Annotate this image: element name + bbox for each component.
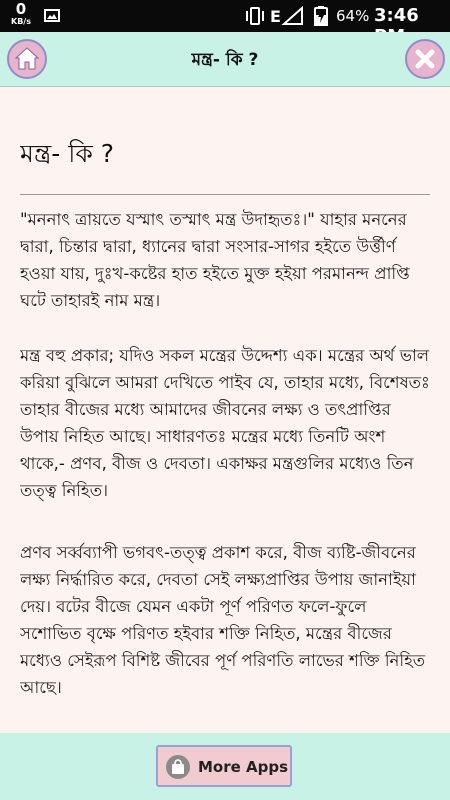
more-apps-button[interactable] bbox=[156, 745, 292, 787]
article-paragraph: মন্ত্র বহু প্রকার; যদিও সকল মন্ত্রের উদ্দেশ্য এক। মন্ত্রের অর্থ ভাল করিয়া বুঝিলে আমরা দেখিতে পাইব যে, তাহার মধ্যে, বিশেষতঃ তাহার বীজের মধ্যে আমাদের জীবনের লক্ষ্য ও তৎপ্রাপ্তির উপায় নিহিত আছে। সাধারণতঃ মন্ত্রের মধ্যে তিনটি অংশ থাকে,- প্রণব, বীজ ও দেবতা। একাক্ষর মন্ত্রগুলির মধ্যেও তিন তত্ত্ব নিহিত। bbox=[20, 346, 430, 500]
article-paragraph: প্রণব সর্ব্বব্যাপী ভগবৎ-তত্ত্ব প্রকাশ করে, বীজ ব্যষ্টি-জীবনের লক্ষ্য নির্দ্ধারিত করে, দেবতা সেই লক্ষ্যপ্রাপ্তির উপায় জানাইয়া দেয়। বটের বীজে যেমন একটা পূর্ণ পরিণত ফলে-ফুলে সশোভিত বৃক্ষে পরিণত হইবার শক্তি নিহিত, মন্ত্রের বীজের মধ্যেও সেইরূপ বিশিষ্ট জীবের পূর্ণ পরিণতি লাভের শক্তি নিহিত আছে। bbox=[20, 543, 426, 697]
divider bbox=[20, 194, 430, 195]
article-content[interactable] bbox=[20, 87, 432, 733]
article-heading: মন্ত্র- কি ? bbox=[20, 139, 115, 168]
header-title: মন্ত্র- কি ? bbox=[191, 50, 259, 70]
close-icon bbox=[407, 41, 443, 77]
close-button[interactable] bbox=[405, 39, 445, 79]
app-header bbox=[0, 32, 450, 87]
footer-bar bbox=[0, 733, 450, 800]
network-speed-value: 0 bbox=[15, 0, 27, 18]
network-speed bbox=[8, 2, 34, 26]
status-bar bbox=[0, 0, 450, 32]
svg-text:E: E bbox=[270, 7, 281, 26]
clock: 3:46 bbox=[374, 5, 419, 26]
battery-icon bbox=[314, 6, 328, 26]
network-speed-unit: KB/s bbox=[11, 17, 31, 26]
shopping-bag-icon bbox=[166, 755, 190, 779]
signal-icon bbox=[270, 6, 306, 26]
battery-percent: 64% bbox=[336, 7, 370, 25]
article-paragraph: "মননাৎ ত্রায়তে যস্মাৎ তস্মাৎ মন্ত্র উদাহৃতঃ।" যাহার মননের দ্বারা, চিন্তার দ্বারা, ধ্যানের দ্বারা সংসার-সাগর হইতে উর্ত্তীর্ণ হওয়া যায়, দুঃখ-কষ্টের হাত হইতে মুক্ত হইয়া পরমানন্দ প্রাপ্তি ঘটে তাহারই নাম মন্ত্র। bbox=[20, 210, 410, 310]
vibrate-icon bbox=[244, 6, 266, 26]
gallery-icon bbox=[44, 9, 60, 22]
more-apps-label: More Apps bbox=[198, 758, 289, 776]
